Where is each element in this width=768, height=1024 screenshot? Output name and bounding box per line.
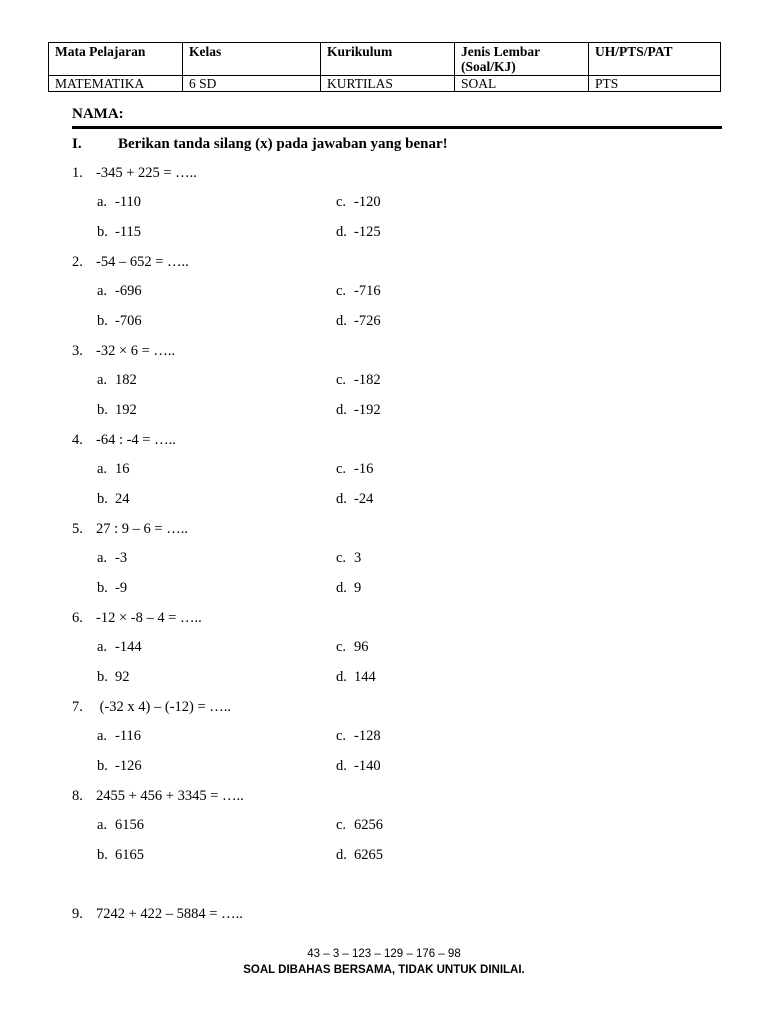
footer-sequence: 43 – 3 – 123 – 129 – 176 – 98 — [307, 948, 461, 960]
question-number: 4. — [72, 432, 83, 448]
option-3d: d. -192 — [336, 402, 381, 418]
question-3 — [72, 343, 175, 360]
section-instruction: Berikan tanda silang (x) pada jawaban yang benar! — [118, 136, 448, 152]
option-7c: c. -128 — [336, 728, 381, 744]
option-2c: c. -716 — [336, 283, 381, 299]
option-2a: a. -696 — [97, 283, 142, 299]
option-6c: c. 96 — [336, 639, 369, 655]
option-1d: d. -125 — [336, 224, 381, 240]
value-cell-kurikulum: KURTILAS — [321, 76, 455, 92]
value-cell-uh-pts-pat: PTS — [589, 76, 721, 92]
question-number: 6. — [72, 610, 83, 626]
option-7a: a. -116 — [97, 728, 142, 744]
question-number: 1. — [72, 165, 83, 181]
option-3b: b. 192 — [97, 402, 137, 418]
option-7d: d. -140 — [336, 758, 381, 774]
option-6a: a. -144 — [97, 639, 142, 655]
question-text: (-32 x 4) – (-12) = ….. — [96, 699, 232, 715]
header-cell-jenis-lembar-line2: (Soal/KJ) — [461, 59, 516, 74]
option-7b: b. -126 — [97, 758, 142, 774]
question-1 — [72, 165, 197, 182]
header-cell-mata-pelajaran: Mata Pelajaran — [49, 43, 183, 76]
footer-note: SOAL DIBAHAS BERSAMA, TIDAK UNTUK DINILAI. — [243, 964, 525, 976]
option-1b: b. -115 — [97, 224, 142, 240]
option-4d: d. -24 — [336, 491, 374, 507]
value-row — [49, 76, 721, 92]
question-2 — [72, 254, 189, 271]
divider-rule — [72, 126, 722, 129]
question-6 — [72, 610, 202, 627]
value-cell-jenis-lembar: SOAL — [455, 76, 589, 92]
option-5b: b. -9 — [97, 580, 128, 596]
option-4b: b. 24 — [97, 491, 130, 507]
header-cell-kelas: Kelas — [183, 43, 321, 76]
option-4a: a. 16 — [97, 461, 130, 477]
option-8b: b. 6165 — [97, 847, 144, 863]
question-number: 9. — [72, 906, 83, 922]
nama-label: NAMA: — [72, 106, 124, 122]
value-cell-mata-pelajaran: MATEMATIKA — [49, 76, 183, 92]
header-row — [49, 43, 721, 76]
option-3a: a. 182 — [97, 372, 137, 388]
option-2b: b. -706 — [97, 313, 142, 329]
question-text: -32 × 6 = ….. — [96, 343, 176, 359]
section-number: I. — [72, 136, 82, 152]
question-7 — [72, 699, 231, 716]
question-4 — [72, 432, 176, 449]
question-5 — [72, 521, 188, 538]
option-6b: b. 92 — [97, 669, 130, 685]
value-cell-kelas: 6 SD — [183, 76, 321, 92]
option-5c: c. 3 — [336, 550, 362, 566]
question-number: 2. — [72, 254, 83, 270]
question-text: 27 : 9 – 6 = ….. — [96, 521, 188, 537]
question-number: 5. — [72, 521, 83, 537]
question-text: -345 + 225 = ….. — [96, 165, 197, 181]
option-1a: a. -110 — [97, 194, 142, 210]
option-8a: a. 6156 — [97, 817, 144, 833]
header-cell-uh-pts-pat: UH/PTS/PAT — [589, 43, 721, 76]
question-text: -54 – 652 = ….. — [96, 254, 189, 270]
question-number: 3. — [72, 343, 83, 359]
option-5d: d. 9 — [336, 580, 362, 596]
option-8d: d. 6265 — [336, 847, 383, 863]
option-2d: d. -726 — [336, 313, 381, 329]
option-5a: a. -3 — [97, 550, 128, 566]
option-4c: c. -16 — [336, 461, 374, 477]
question-8 — [72, 788, 244, 805]
question-text: 2455 + 456 + 3345 = ….. — [96, 788, 244, 804]
question-text: 7242 + 422 – 5884 = ….. — [96, 906, 243, 922]
option-3c: c. -182 — [336, 372, 381, 388]
question-number: 8. — [72, 788, 83, 804]
question-number: 7. — [72, 699, 83, 715]
question-9 — [72, 906, 243, 923]
header-cell-jenis-lembar — [455, 43, 589, 76]
header-cell-kurikulum: Kurikulum — [321, 43, 455, 76]
header-table — [48, 42, 721, 92]
header-cell-jenis-lembar-line1: Jenis Lembar — [461, 44, 541, 59]
question-text: -64 : -4 = ….. — [96, 432, 176, 448]
option-6d: d. 144 — [336, 669, 376, 685]
option-8c: c. 6256 — [336, 817, 383, 833]
option-1c: c. -120 — [336, 194, 381, 210]
question-text: -12 × -8 – 4 = ….. — [96, 610, 202, 626]
